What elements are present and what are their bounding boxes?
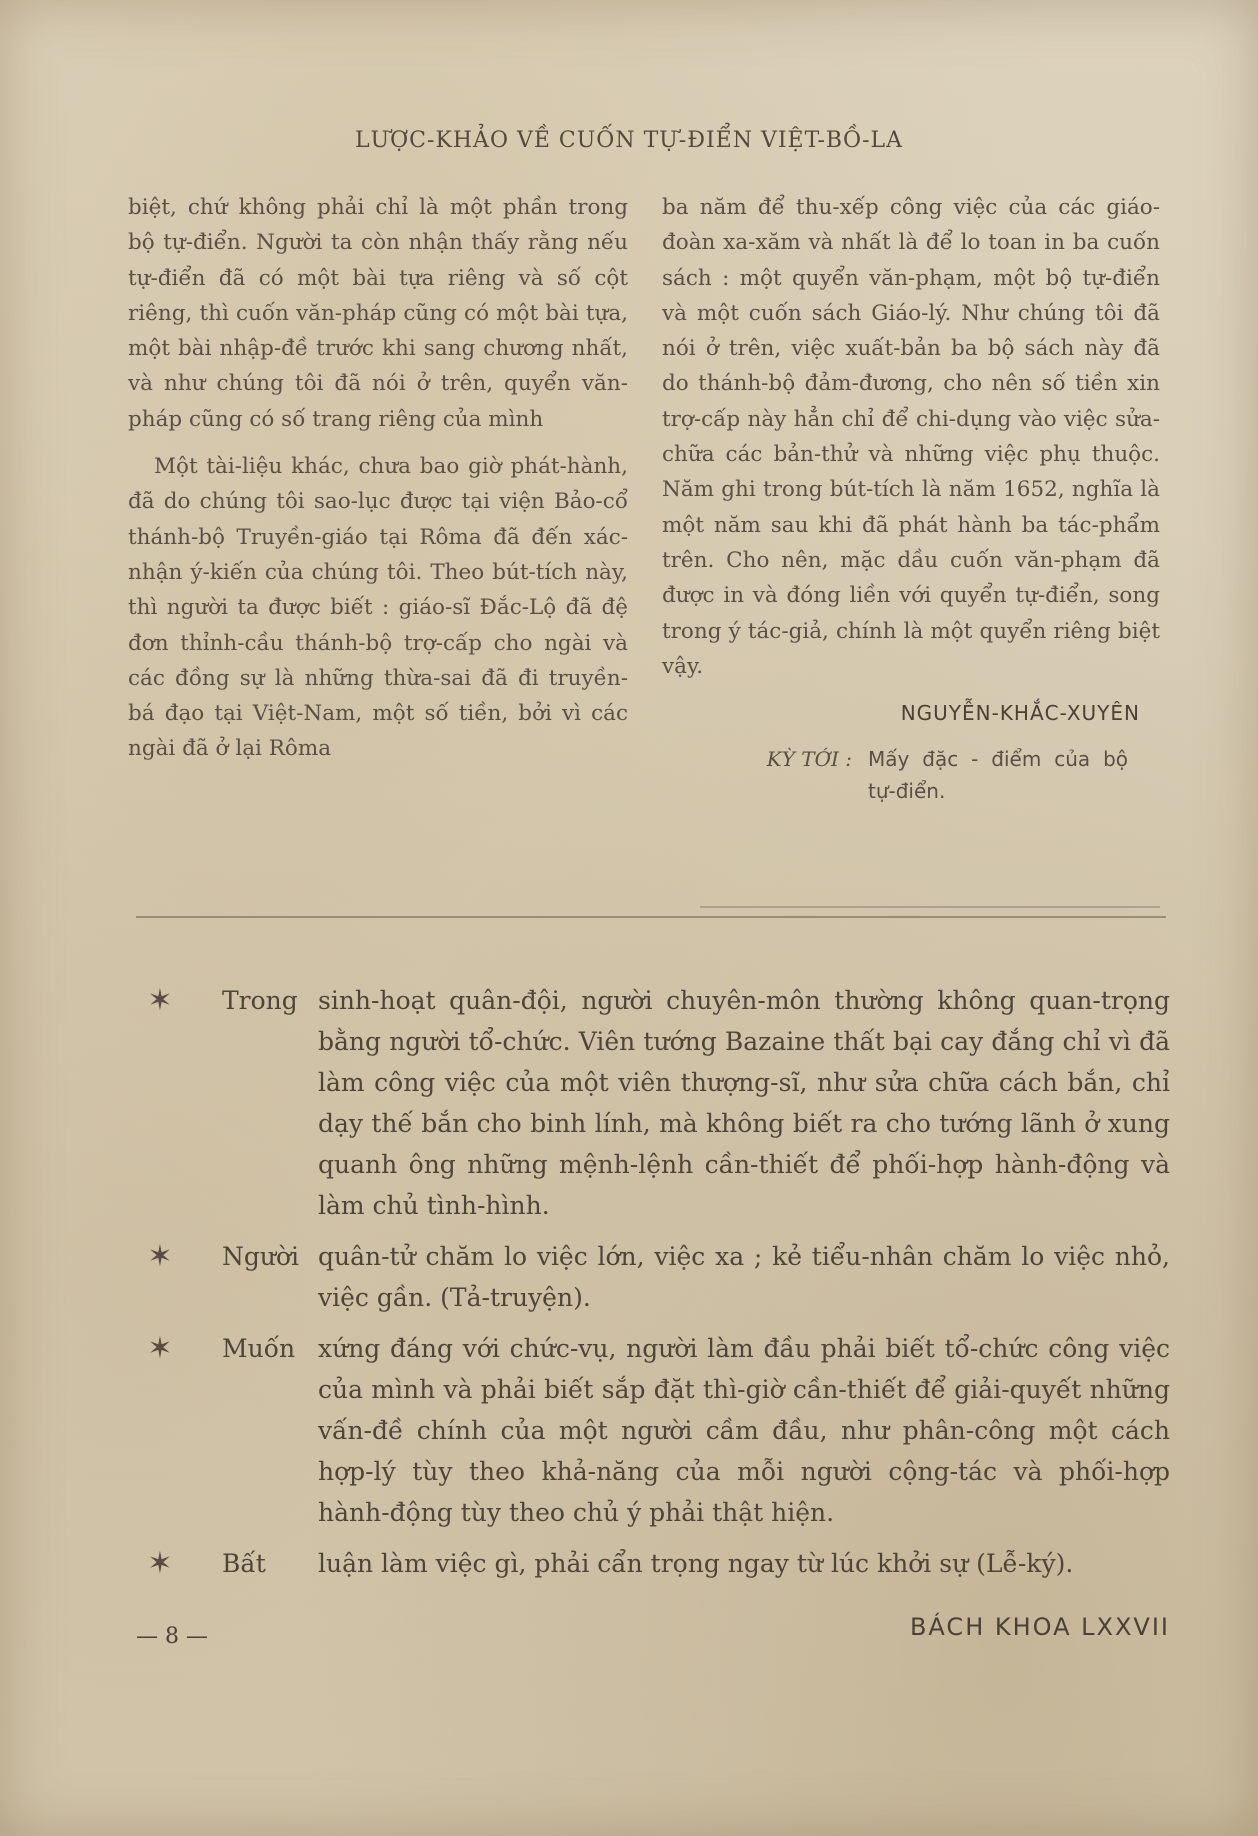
saying-item: [140, 980, 1170, 1226]
saying-first-word: Muốn: [222, 1334, 296, 1363]
page-number: — 8 —: [136, 1624, 208, 1649]
next-issue-note: [662, 743, 1160, 807]
saying-text: sinh-hoạt quân-đội, người chuyên-môn thường không quan-trọng bằng người tổ-chức. Viên tướng Bazaine thất bại cay đắng chỉ vì đã làm công việc của một viên thượng-sĩ, như sửa chữa cách bắn, chỉ dạy thế bắn cho binh lính, mà không biết ra cho tướng lãnh ở xung quanh ông những mệnh-lệnh cần-thiết để phối-hợp hành-động và làm chủ tình-hình.: [318, 986, 1170, 1220]
star-icon: ✶: [147, 1331, 173, 1366]
left-column: [128, 190, 628, 767]
star-icon: ✶: [147, 983, 173, 1018]
magazine-issue: BÁCH KHOA LXXVII: [909, 1613, 1170, 1641]
star-icon: ✶: [147, 1239, 173, 1274]
next-issue-title: Mấy đặc - điểm của bộ tự-điển.: [868, 747, 1128, 804]
running-head: LƯỢC-KHẢO VỀ CUỐN TỰ-ĐIỂN VIỆT-BỒ-LA: [354, 128, 904, 153]
saying-item: [140, 1328, 1170, 1533]
saying-text: quân-tử chăm lo việc lớn, việc xa ; kẻ tiểu-nhân chăm lo việc nhỏ, việc gần. (Tả-truyện).: [318, 1242, 1170, 1312]
saying-text: luận làm việc gì, phải cẩn trọng ngay từ lúc khởi sự (Lễ-ký).: [318, 1549, 1074, 1578]
right-column: [662, 190, 1160, 807]
saying-item: [140, 1236, 1170, 1318]
saying-item: [140, 1543, 1170, 1584]
star-icon: ✶: [147, 1546, 173, 1581]
column-end-rule: [700, 906, 1160, 908]
section-divider: [136, 916, 1166, 918]
next-issue-label: KỲ TỚI :: [766, 747, 852, 772]
left-paragraph-1: biệt, chứ không phải chỉ là một phần trong bộ tự-điển. Người ta còn nhận thấy rằng nếu tự-điển đã có một bài tựa riêng và số cột riêng, thì cuốn văn-pháp cũng có một bài tựa, một bài nhập-đề trước khi sang chương nhất, và như chúng tôi đã nói ở trên, quyển văn-pháp cũng có số trang riêng của mình: [128, 195, 628, 432]
author-byline: NGUYỄN-KHẮC-XUYÊN: [900, 701, 1140, 726]
right-paragraph-1: ba năm để thu-xếp công việc của các giáo-đoàn xa-xăm và nhất là để lo toan in ba cuốn sách : một quyển văn-phạm, một bộ tự-điển và một cuốn sách Giáo-lý. Như chúng tôi đã nói ở trên, việc xuất-bản ba bộ sách này đã do thánh-bộ đảm-đương, cho nên số tiền xin trợ-cấp này hẳn chỉ để chi-dụng vào việc sửa-chữa các bản-thử và những việc phụ thuộc. Năm ghi trong bút-tích là năm 1652, nghĩa là một năm sau khi đã phát hành ba tác-phẩm trên. Cho nên, mặc dầu cuốn văn-phạm đã được in và đóng liền với quyển tự-điển, song trong ý tác-giả, chính là một quyển riêng biệt vậy.: [662, 195, 1160, 679]
left-paragraph-2: Một tài-liệu khác, chưa bao giờ phát-hành, đã do chúng tôi sao-lục được tại viện Bảo-cổ thánh-bộ Truyền-giáo tại Rôma đã đến xác-nhận ý-kiến của chúng tôi. Theo bút-tích này, thì người ta được biết : giáo-sĩ Đắc-Lộ đã đệ đơn thỉnh-cầu thánh-bộ trợ-cấp cho ngài và các đồng sự là những thừa-sai đã đi truyền-bá đạo tại Việt-Nam, một số tiền, bởi vì các ngài đã ở lại Rôma: [128, 454, 628, 762]
saying-first-word: Người: [222, 1242, 300, 1271]
saying-text: xứng đáng với chức-vụ, người làm đầu phải biết tổ-chức công việc của mình và phải biết sắp đặt thì-giờ cần-thiết để giải-quyết những vấn-đề chính của một người cầm đầu, như phân-công một cách hợp-lý tùy theo khả-năng của mỗi người cộng-tác và phối-hợp hành-động tùy theo chủ ý phải thật hiện.: [318, 1334, 1170, 1527]
saying-first-word: Bất: [222, 1549, 266, 1578]
saying-first-word: Trong: [222, 986, 298, 1015]
sayings-list: [140, 980, 1170, 1594]
